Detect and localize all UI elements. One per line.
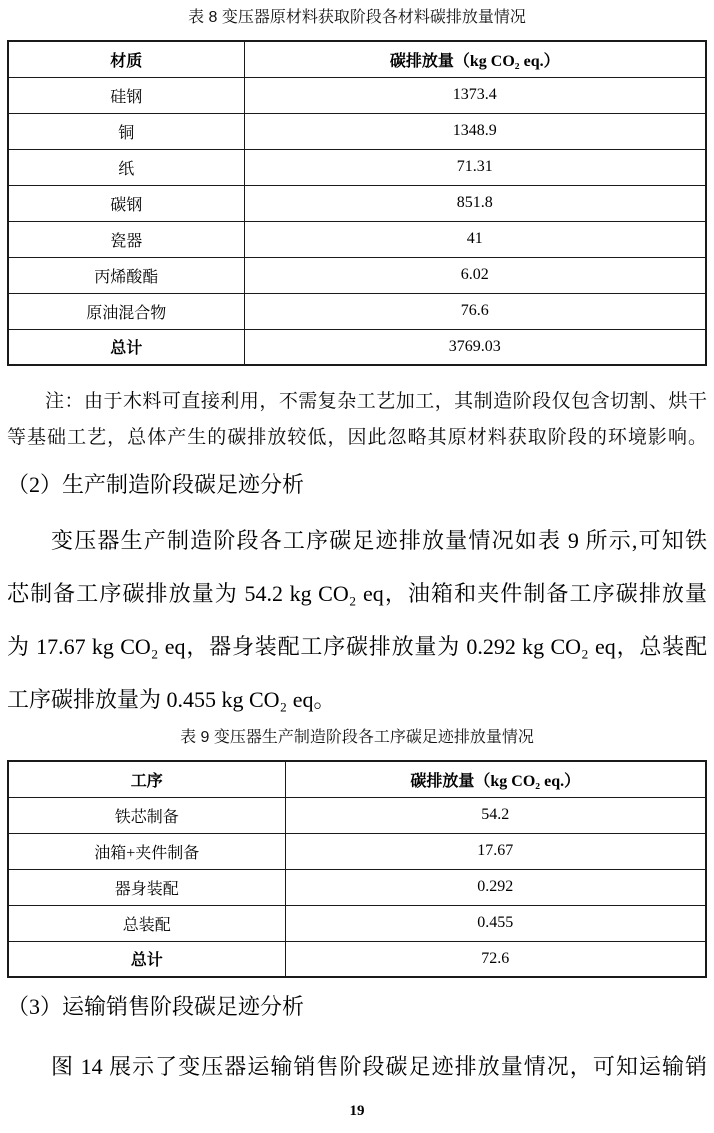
materials-emission-table: [7, 40, 707, 366]
emission-value-cell: 1348.9: [244, 113, 706, 149]
table9-header-process: 工序: [8, 761, 285, 797]
table-row: [8, 869, 706, 905]
table8-header-emission: 碳排放量（kg CO₂ eq.）: [244, 41, 706, 77]
total-value-cell: 3769.03: [244, 329, 706, 365]
table8-note: [7, 384, 707, 456]
material-cell: 原油混合物: [8, 293, 244, 329]
section-2-paragraph: [7, 514, 707, 726]
table9-caption: 表 9 变压器生产制造阶段各工序碳足迹排放量情况: [180, 729, 534, 746]
table-row: [8, 149, 706, 185]
process-cell: 铁芯制备: [8, 797, 285, 833]
paragraph-line: 图 14 展示了变压器运输销售阶段碳足迹排放量情况，可知运输销: [51, 1054, 707, 1079]
table9-header-row: [8, 761, 706, 797]
table9-total-row: [8, 941, 706, 977]
paragraph-line: 为 17.67 kg CO₂ eq，器身装配工序碳排放量为 0.292 kg CO₂ eq，总装配: [7, 634, 707, 659]
emission-value-cell: 6.02: [244, 257, 706, 293]
paragraph-line: 工序碳排放量为 0.455 kg CO₂ eq。: [7, 687, 336, 712]
emission-value-cell: 54.2: [285, 797, 706, 833]
table-row: [8, 257, 706, 293]
material-cell: 瓷器: [8, 221, 244, 257]
total-label-cell: 总计: [8, 941, 285, 977]
emission-value-cell: 17.67: [285, 833, 706, 869]
table8-header-material: 材质: [8, 41, 244, 77]
emission-value-cell: 0.455: [285, 905, 706, 941]
table-row: [8, 293, 706, 329]
table8-caption: 表 8 变压器原材料获取阶段各材料碳排放量情况: [188, 9, 526, 26]
table-row: [8, 77, 706, 113]
process-cell: 器身装配: [8, 869, 285, 905]
material-cell: 碳钢: [8, 185, 244, 221]
material-cell: 铜: [8, 113, 244, 149]
table-row: [8, 797, 706, 833]
table-row: [8, 185, 706, 221]
total-value-cell: 72.6: [285, 941, 706, 977]
material-cell: 纸: [8, 149, 244, 185]
note-line: 注：由于木料可直接利用，不需复杂工艺加工，其制造阶段仅包含切割、烘干: [45, 391, 707, 412]
process-cell: 总装配: [8, 905, 285, 941]
material-cell: 硅钢: [8, 77, 244, 113]
table8-total-row: [8, 329, 706, 365]
emission-value-cell: 1373.4: [244, 77, 706, 113]
table8-header-row: [8, 41, 706, 77]
table-row: [8, 833, 706, 869]
document-page: [7, 6, 707, 1121]
table-row: [8, 221, 706, 257]
emission-value-cell: 71.31: [244, 149, 706, 185]
emission-value-cell: 851.8: [244, 185, 706, 221]
material-cell: 丙烯酸酯: [8, 257, 244, 293]
note-line: 等基础工艺，总体产生的碳排放较低，因此忽略其原材料获取阶段的环境影响。: [7, 427, 707, 448]
section-3-heading: （3）运输销售阶段碳足迹分析: [7, 994, 305, 1019]
process-emission-table: [7, 760, 707, 978]
emission-value-cell: 0.292: [285, 869, 706, 905]
emission-value-cell: 41: [244, 221, 706, 257]
process-cell: 油箱+夹件制备: [8, 833, 285, 869]
section-3-paragraph: [7, 1050, 707, 1084]
emission-value-cell: 76.6: [244, 293, 706, 329]
page-number: 19: [349, 1103, 365, 1119]
total-label-cell: 总计: [8, 329, 244, 365]
paragraph-line: 芯制备工序碳排放量为 54.2 kg CO₂ eq，油箱和夹件制备工序碳排放量: [7, 581, 707, 606]
table-row: [8, 905, 706, 941]
table-row: [8, 113, 706, 149]
section-2-heading: （2）生产制造阶段碳足迹分析: [7, 472, 305, 497]
paragraph-line: 变压器生产制造阶段各工序碳足迹排放量情况如表 9 所示,可知铁: [51, 528, 707, 553]
table9-header-emission: 碳排放量（kg CO₂ eq.）: [285, 761, 706, 797]
